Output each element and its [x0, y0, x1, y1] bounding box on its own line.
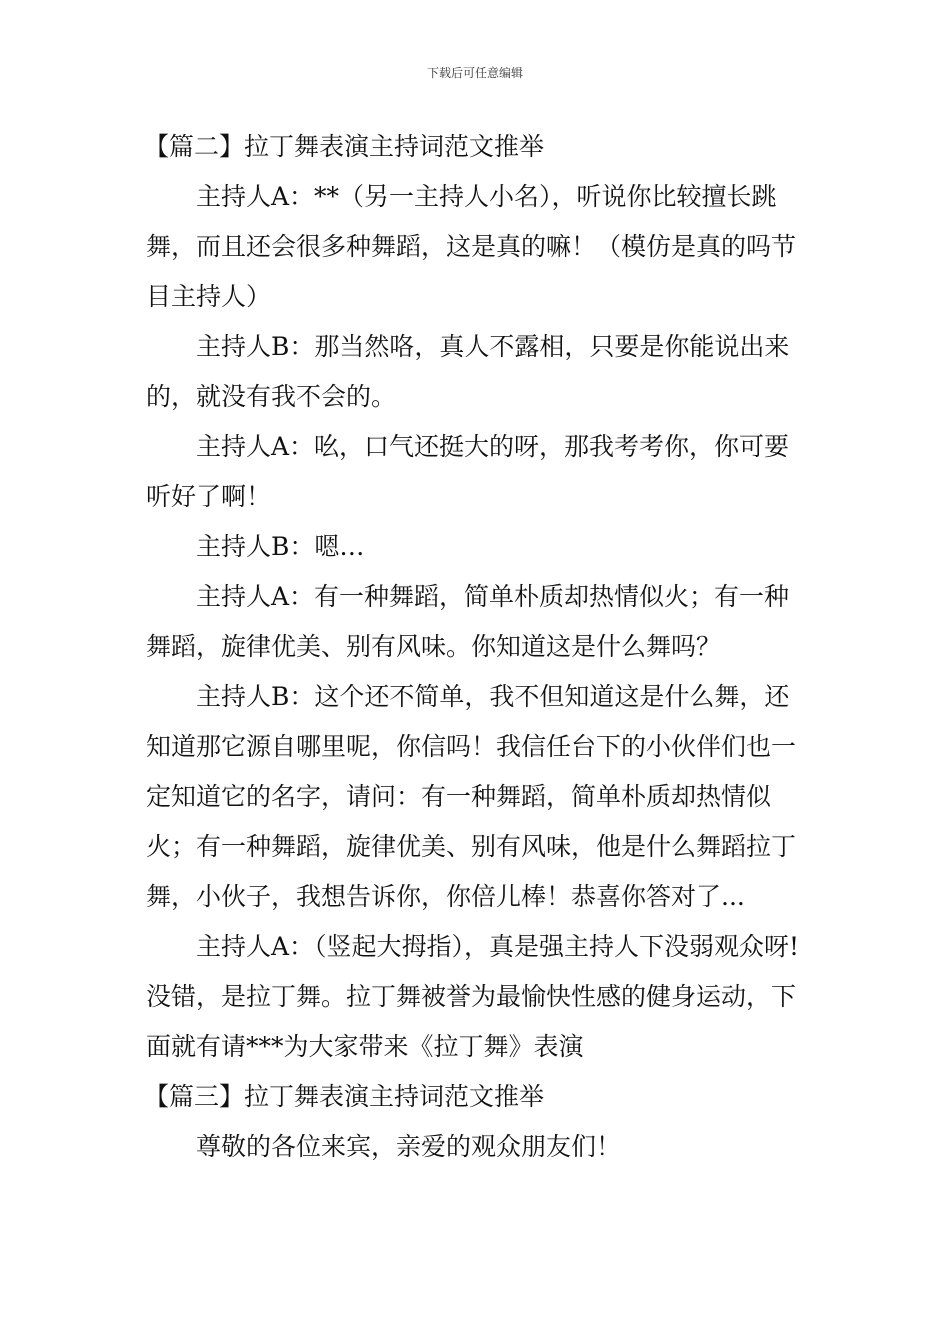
- paragraph: 主持人B：嗯…: [196, 532, 365, 561]
- section-heading: 【篇二】拉丁舞表演主持词范文推举: [144, 132, 545, 161]
- paragraph: 主持人A：有一种舞蹈，简单朴质却热情似火；有一种舞蹈，旋律优美、别有风味。你知道这是什么舞吗？: [146, 582, 790, 661]
- paragraph: 主持人B：那当然咯，真人不露相，只要是你能说出来的，就没有我不会的。: [146, 332, 790, 411]
- section-heading: 【篇三】拉丁舞表演主持词范文推举: [144, 1082, 545, 1111]
- paragraph: 主持人A：（竖起大拇指），真是强主持人下没弱观众呀!没错，是拉丁舞。拉丁舞被誉为最愉快性感的健身运动，下面就有请***为大家带来《拉丁舞》表演: [146, 932, 800, 1061]
- paragraph: 主持人A：吆，口气还挺大的呀，那我考考你，你可要听好了啊！: [146, 432, 790, 511]
- paragraph: 尊敬的各位来宾，亲爱的观众朋友们！: [196, 1132, 622, 1161]
- paragraph: 主持人B：这个还不简单，我不但知道这是什么舞，还知道那它源自哪里呢，你信吗！我信任台下的小伙伴们也一定知道它的名字，请问：有一种舞蹈，简单朴质却热情似火；有一种舞蹈，旋律优美、别有风味，他是什么舞蹈拉丁舞，小伙子，我想告诉你，你倍儿棒！恭喜你答对了...: [146, 682, 797, 911]
- paragraph: 主持人A：**（另一主持人小名），听说你比较擅长跳舞，而且还会很多种舞蹈，这是真的嘛！（模仿是真的吗节目主持人）: [146, 182, 797, 311]
- page-header: 下载后可任意编辑: [426, 66, 523, 80]
- document-body: [146, 122, 811, 1172]
